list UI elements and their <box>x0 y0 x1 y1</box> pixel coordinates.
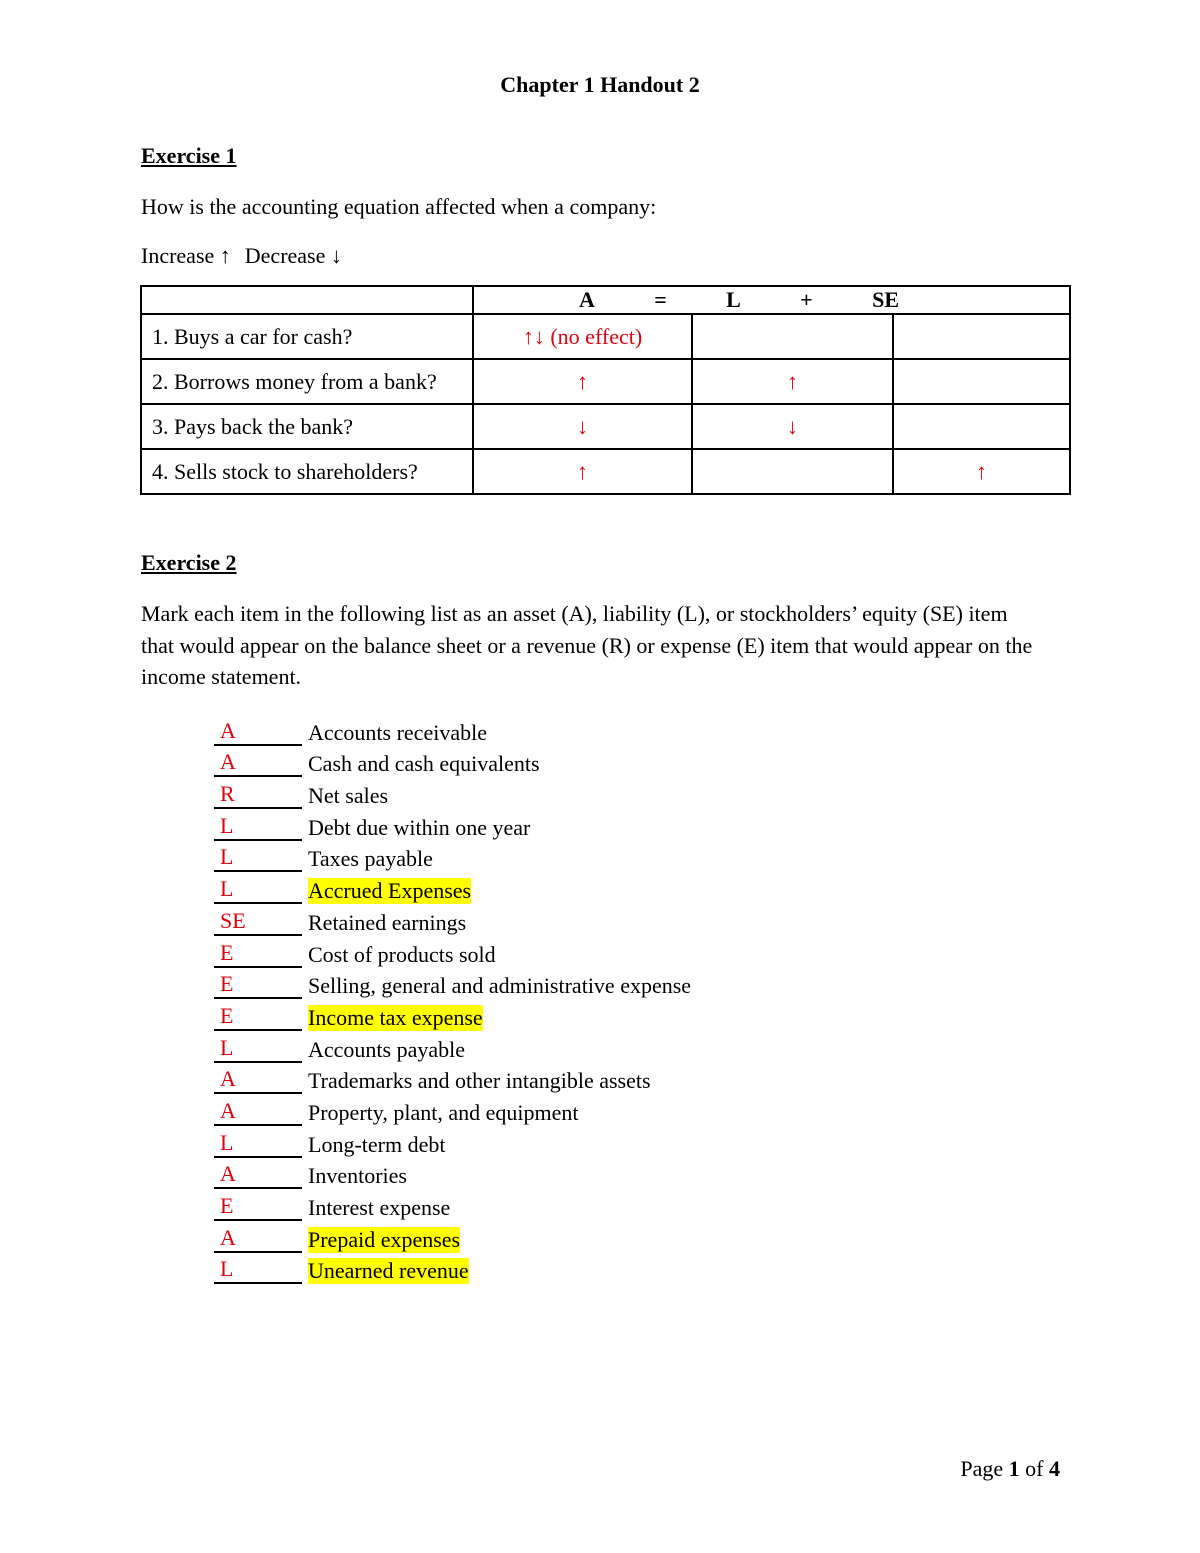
table-row <box>141 404 1070 449</box>
list-item <box>214 1253 691 1285</box>
answer-blank: R <box>214 781 302 809</box>
header-equals: = <box>654 287 667 312</box>
answer-blank: SE <box>214 908 302 936</box>
row-liabilities-effect <box>692 314 893 359</box>
header-assets: A <box>578 287 595 312</box>
item-label: Cash and cash equivalents <box>308 751 540 777</box>
item-label: Interest expense <box>308 1195 451 1220</box>
page-of: of <box>1025 1456 1044 1481</box>
row-liabilities-effect: ↓ <box>692 404 893 449</box>
item-label: Long-term debt <box>308 1131 446 1157</box>
answer-blank: A <box>214 1066 302 1094</box>
answer-blank: E <box>214 971 302 999</box>
page-total: 4 <box>1049 1456 1060 1481</box>
legend-decrease: Decrease ↓ <box>244 243 342 268</box>
table-header-blank <box>141 286 473 314</box>
item-label: Income tax expense <box>308 1004 483 1030</box>
answer-blank: L <box>214 1130 302 1158</box>
legend-increase: Increase ↑ <box>141 243 231 268</box>
header-equity: SE <box>872 287 899 312</box>
exercise-2-instructions: Mark each item in the following list as an asset (A), liability (L), or stockholders’ equity (SE) item that would appear on the balance sheet or a revenue (R) or expense (E) item that would appear on the income statement. <box>141 601 1033 689</box>
row-question: 3. Pays back the bank? <box>141 404 473 449</box>
row-equity-effect <box>893 314 1070 359</box>
item-label: Debt due within one year <box>308 814 531 840</box>
list-item <box>214 968 691 1000</box>
list-item <box>214 1221 691 1253</box>
row-assets-effect: ↑ <box>473 359 692 404</box>
answer-blank: E <box>214 1193 302 1221</box>
page-title: Chapter 1 Handout 2 <box>500 72 700 97</box>
exercise-2-heading: Exercise 2 <box>141 550 237 575</box>
list-item <box>214 1031 691 1063</box>
list-item <box>214 1189 691 1221</box>
row-equity-effect <box>893 404 1070 449</box>
row-question: 2. Borrows money from a bank? <box>141 359 473 404</box>
table-row <box>141 449 1070 494</box>
list-item <box>214 1158 691 1190</box>
item-label: Retained earnings <box>308 909 467 935</box>
answer-blank: E <box>214 940 302 968</box>
header-plus: + <box>800 287 813 312</box>
row-liabilities-effect: ↑ <box>692 359 893 404</box>
item-label: Trademarks and other intangible assets <box>308 1068 651 1094</box>
classification-list <box>214 714 691 1284</box>
accounting-equation-table <box>140 285 1071 495</box>
item-label: Accrued Expenses <box>308 878 472 904</box>
table-row <box>141 314 1070 359</box>
answer-blank: L <box>214 876 302 904</box>
list-item <box>214 904 691 936</box>
row-question: 4. Sells stock to shareholders? <box>141 449 473 494</box>
row-equity-effect <box>893 359 1070 404</box>
answer-blank: A <box>214 1161 302 1189</box>
row-assets-effect: ↑↓ (no effect) <box>473 314 692 359</box>
item-label: Accounts payable <box>308 1036 465 1062</box>
list-item <box>214 872 691 904</box>
item-label: Taxes payable <box>308 846 433 872</box>
header-liabilities: L <box>726 287 741 312</box>
list-item <box>214 746 691 778</box>
answer-blank: A <box>214 749 302 777</box>
table-row <box>141 359 1070 404</box>
exercise-1-question: How is the accounting equation affected when a company: <box>141 194 657 219</box>
item-label: Inventories <box>308 1163 407 1189</box>
list-item <box>214 1094 691 1126</box>
list-item <box>214 841 691 873</box>
item-label: Property, plant, and equipment <box>308 1099 579 1125</box>
item-label: Cost of products sold <box>308 941 496 967</box>
item-label: Net sales <box>308 783 389 809</box>
table-header-equation <box>473 286 1070 314</box>
arrow-legend <box>141 243 342 269</box>
list-item <box>214 936 691 968</box>
answer-blank: L <box>214 1256 302 1284</box>
answer-blank: L <box>214 1035 302 1063</box>
list-item <box>214 714 691 746</box>
answer-blank: L <box>214 844 302 872</box>
list-item <box>214 1126 691 1158</box>
list-item <box>214 999 691 1031</box>
row-equity-effect: ↑ <box>893 449 1070 494</box>
list-item <box>214 1063 691 1095</box>
row-assets-effect: ↓ <box>473 404 692 449</box>
item-label: Prepaid expenses <box>308 1226 461 1252</box>
row-assets-effect: ↑ <box>473 449 692 494</box>
row-liabilities-effect <box>692 449 893 494</box>
page-prefix: Page <box>960 1456 1004 1481</box>
list-item <box>214 809 691 841</box>
answer-blank: L <box>214 813 302 841</box>
row-question: 1. Buys a car for cash? <box>141 314 473 359</box>
answer-blank: E <box>214 1003 302 1031</box>
page-number <box>960 1456 1060 1482</box>
item-label: Selling, general and administrative expense <box>308 973 692 999</box>
answer-blank: A <box>214 1098 302 1126</box>
item-label: Unearned revenue <box>308 1258 469 1284</box>
answer-blank: A <box>214 1225 302 1253</box>
table-header-row <box>141 286 1070 314</box>
list-item <box>214 777 691 809</box>
exercise-1-heading: Exercise 1 <box>141 143 237 168</box>
item-label: Accounts receivable <box>308 719 487 745</box>
page-current: 1 <box>1008 1456 1020 1481</box>
answer-blank: A <box>214 718 302 746</box>
